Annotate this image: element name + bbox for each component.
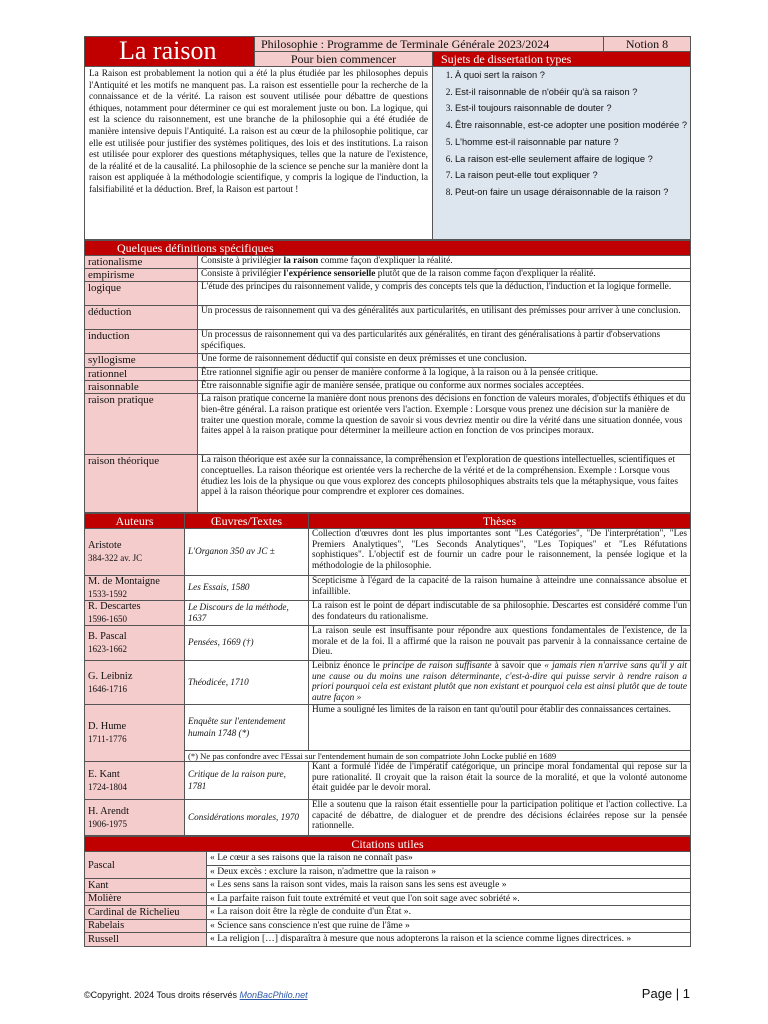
author-name: R. Descartes bbox=[88, 601, 141, 612]
thesis-text: La raison est le point de départ indiscutable de sa philosophie. Descartes est considéré comme l'un des fondateurs du rationalisme. bbox=[309, 601, 691, 626]
quote-row bbox=[85, 933, 691, 947]
definitions-heading: Quelques définitions spécifiques bbox=[85, 241, 691, 256]
subjects-list bbox=[433, 67, 691, 240]
definition-term: induction bbox=[85, 330, 198, 354]
works-col-header: Œuvres/Textes bbox=[185, 514, 309, 529]
subject-item: 4. Être raisonnable, est-ce adopter une position modérée ? bbox=[455, 117, 690, 134]
quote-author: Russell bbox=[85, 933, 207, 947]
work-title: Pensées, 1669 (†) bbox=[185, 626, 309, 661]
author-row bbox=[85, 601, 691, 626]
quote-author: Molière bbox=[85, 892, 207, 906]
subject-item: 7. La raison peut-elle tout expliquer ? bbox=[455, 167, 690, 184]
definition-text-part: plutôt que de la raison comme façon d'expliquer la réalité. bbox=[375, 269, 596, 279]
quote-row bbox=[85, 919, 691, 933]
work-title: Les Essais, 1580 bbox=[185, 576, 309, 601]
definition-text bbox=[198, 394, 691, 455]
footer bbox=[84, 986, 690, 1001]
author-dates: 1711-1776 bbox=[88, 734, 127, 744]
site-link[interactable]: MonBacPhilo.net bbox=[239, 990, 308, 1000]
subject-item: 2. Est-il raisonnable de n'obéir qu'à sa raison ? bbox=[455, 84, 690, 101]
quote-text: « La parfaite raison fuit toute extrémité et veut que l'on soit sage avec sobriété ». bbox=[207, 892, 691, 906]
author-dates: 1646-1716 bbox=[88, 683, 127, 694]
definition-row bbox=[85, 381, 691, 394]
quote-row bbox=[85, 906, 691, 920]
work-title: Théodicée, 1710 bbox=[185, 661, 309, 705]
quote-author: Cardinal de Richelieu bbox=[85, 906, 207, 920]
author-name: B. Pascal bbox=[88, 631, 127, 642]
thesis-text: La raison seule est insuffisante pour répondre aux questions fondamentales de l'existence, de la morale et de la foi. Il a affirmé que la raison ne pouvait pas parvenir à la connaissance certaine de Dieu. bbox=[309, 626, 691, 661]
definition-term: rationnel bbox=[85, 368, 198, 381]
author-name: D. Hume bbox=[88, 721, 127, 732]
page-title: La raison bbox=[85, 37, 255, 67]
quote-text: « Deux excès : exclure la raison, n'admettre que la raison » bbox=[207, 865, 691, 879]
quote-author: Pascal bbox=[85, 852, 207, 879]
definition-text-part: Être rationnel signifie agir ou penser de manière conforme à la logique, à la raison ou à la pensée critique. bbox=[201, 368, 598, 378]
definition-term: rationalisme bbox=[85, 256, 198, 269]
author-dates: 384-322 av. JC bbox=[88, 553, 143, 563]
quote-row bbox=[85, 892, 691, 906]
definition-text-part: Une forme de raisonnement déductif qui consiste en deux prémisses et une conclusion. bbox=[201, 354, 527, 364]
subject-item: 1. À quoi sert la raison ? bbox=[455, 67, 690, 84]
subject-item: 6. La raison est-elle seulement affaire de logique ? bbox=[455, 151, 690, 168]
author-row bbox=[85, 705, 691, 751]
author-cell bbox=[85, 529, 185, 576]
thesis-text: Elle a soutenu que la raison était essentielle pour la participation politique et l'action collective. La capacité de débattre, de dialoguer et de prendre des décisions éclairées repose sur la pensée rationnelle. bbox=[309, 800, 691, 836]
subject-item: 3. Est-il toujours raisonnable de douter ? bbox=[455, 100, 690, 117]
definition-row bbox=[85, 269, 691, 282]
work-title: L'Organon 350 av JC ± bbox=[185, 529, 309, 576]
quote-text: « Les sens sans la raison sont vides, mais la raison sans les sens est aveugle » bbox=[207, 879, 691, 893]
definition-row bbox=[85, 455, 691, 513]
definition-text bbox=[198, 381, 691, 394]
definition-emphasis: la raison bbox=[283, 256, 319, 266]
author-row bbox=[85, 762, 691, 800]
page-number: Page | 1 bbox=[641, 986, 690, 1001]
author-row bbox=[85, 576, 691, 601]
author-note: (*) Ne pas confondre avec l'Essai sur l'entendement humain de son compatriote John Locke publié en 1689 bbox=[185, 751, 691, 762]
definition-term: logique bbox=[85, 282, 198, 306]
author-dates: 1906-1975 bbox=[88, 818, 127, 829]
subject-item: 8. Peut-on faire un usage déraisonnable de la raison ? bbox=[455, 184, 690, 201]
quote-text: « Science sans conscience n'est que ruine de l'âme » bbox=[207, 919, 691, 933]
quote-text: « La religion […] disparaîtra à mesure que nous adopterons la raison et la science comme lignes directrices. » bbox=[207, 933, 691, 947]
work-title: Critique de la raison pure, 1781 bbox=[185, 762, 309, 800]
definition-term: déduction bbox=[85, 306, 198, 330]
definition-term: syllogisme bbox=[85, 354, 198, 368]
definition-text-part: La raison pratique concerne la manière dont nous prenons des décisions en fonction de valeurs morales, d'objectifs éthiques et du bien-être général. La raison pratique est orientée vers l'action. Exemple : Lorsque vous prenez une décision sur la manière de traiter une question morale, comme la question de savoir si vous devriez mentir ou dire la vérité dans une situation donnée, vous faites appel à la raison pratique pour déterminer la meilleure action en fonction de vos principes moraux. bbox=[201, 394, 686, 437]
definition-row bbox=[85, 354, 691, 368]
definitions-table bbox=[84, 240, 691, 513]
notion-badge: Notion 8 bbox=[604, 37, 691, 52]
thesis-quote: « jamais rien n'arrive sans qu'il y ait une cause ou du moins une raison déterminante, c'est-à-dire qui puisse servir à rendre raison a priori pourquoi cela est existant plutôt que non existant et pourquoi cela est ainsi plutôt que de toute autre façon » bbox=[312, 661, 687, 703]
author-row bbox=[85, 800, 691, 836]
definition-text-part: L'étude des principes du raisonnement valide, y compris des concepts tels que la déduction, l'induction et la logique formelle. bbox=[201, 282, 672, 292]
definition-text-part: Un processus de raisonnement qui va des généralités aux particularités, en utilisant des prémisses pour arriver à une conclusion. bbox=[201, 306, 681, 316]
definition-emphasis: l'expérience sensorielle bbox=[283, 269, 376, 279]
definition-text-part: Consiste à privilégier bbox=[201, 256, 284, 266]
theses-col-header: Thèses bbox=[309, 514, 691, 529]
definition-text bbox=[198, 330, 691, 354]
definition-text-part: Un processus de raisonnement qui va des particularités aux généralités, en tirant des généralisations à partir d'observations spécifiques. bbox=[201, 330, 661, 351]
definition-text-part: comme façon d'expliquer la réalité. bbox=[318, 256, 453, 266]
thesis-text: Scepticisme à l'égard de la capacité de la raison humaine à atteindre une connaissance absolue et infaillible. bbox=[309, 576, 691, 601]
authors-table bbox=[84, 513, 691, 836]
revision-sheet bbox=[84, 36, 690, 947]
author-name: M. de Montaigne bbox=[88, 576, 160, 587]
author-cell bbox=[85, 705, 185, 762]
definition-text bbox=[198, 256, 691, 269]
author-cell bbox=[85, 601, 185, 626]
author-cell bbox=[85, 661, 185, 705]
definition-row bbox=[85, 282, 691, 306]
thesis-text: Kant a formulé l'idée de l'impératif catégorique, un principe moral fondamental qui repose sur la pure rationalité. Il croyait que la raison était la source de la moralité, et que la volonté autonome était guidée par le devoir moral. bbox=[309, 762, 691, 800]
author-name: E. Kant bbox=[88, 768, 120, 780]
copyright-text: ©Copyright. 2024 Tous droits réservés bbox=[84, 990, 240, 1000]
definition-text-part: La raison théorique est axée sur la connaissance, la compréhension et l'exploration de questions intellectuelles, scientifiques et conceptuelles. La raison théorique est orientée vers la recherche de la vérité et de la compréhension. Exemple : Lorsque vous étudiez les lois de la physique ou que vous explorez des concepts philosophiques abstraits tels que la métaphysique, vous faites appel à la raison théorique pour comprendre et explorer ces domaines. bbox=[201, 455, 678, 498]
definition-text bbox=[198, 306, 691, 330]
subject-item: 5. L'homme est-il raisonnable par nature ? bbox=[455, 134, 690, 151]
definition-row bbox=[85, 256, 691, 269]
author-row bbox=[85, 529, 691, 576]
intro-text: La Raison est probablement la notion qui a été la plus étudiée par les philosophes depuis l'Antiquité et les motifs ne manquent pas. La raison est essentielle pour la recherche de la connaissance et de la vérité. La raison est souvent utilisée pour débattre de questions éthiques, notamment pour déterminer ce qui est moralement juste ou bon. La logique, qui est la science du raisonnement, est une branche de la philosophie qui a été étudiée de manière intensive depuis l'Antiquité. La raison est au cœur de la philosophie politique, car elle est utilisée pour justifier des systèmes politiques, des lois et des institutions. La raison est utilisée pour explorer des questions métaphysiques, telles que la nature de l'existence, de la réalité et de la causalité. La philosophie de la science se penche sur la manière dont la raison est appliquée à la méthodologie scientifique, y compris la logique de l'induction, la falsifiabilité et la déduction. Bref, la Raison est partout ! bbox=[85, 67, 433, 240]
definition-term: raisonnable bbox=[85, 381, 198, 394]
author-dates: 1596-1650 bbox=[88, 614, 127, 624]
quote-row bbox=[85, 879, 691, 893]
quote-text: « La raison doit être la règle de conduite d'un État ». bbox=[207, 906, 691, 920]
authors-col-header: Auteurs bbox=[85, 514, 185, 529]
subjects-heading: Sujets de dissertation types bbox=[433, 52, 691, 67]
definition-text bbox=[198, 354, 691, 368]
author-dates: 1623-1662 bbox=[88, 644, 127, 654]
header-table bbox=[84, 36, 691, 240]
quotes-table bbox=[84, 836, 691, 947]
author-dates: 1724-1804 bbox=[88, 781, 127, 792]
quote-row bbox=[85, 852, 691, 866]
intro-heading: Pour bien commencer bbox=[255, 52, 433, 67]
definition-text bbox=[198, 282, 691, 306]
quote-author: Rabelais bbox=[85, 919, 207, 933]
quote-author: Kant bbox=[85, 879, 207, 893]
thesis-part: à savoir que bbox=[491, 661, 545, 671]
definition-term: raison théorique bbox=[85, 455, 198, 513]
definition-term: raison pratique bbox=[85, 394, 198, 455]
definition-text-part: Être raisonnable signifie agir de manière sensée, pratique ou conforme aux normes sociales acceptées. bbox=[201, 381, 584, 391]
definition-text bbox=[198, 368, 691, 381]
definition-text-part: Consiste à privilégier bbox=[201, 269, 284, 279]
definition-row bbox=[85, 330, 691, 354]
definition-row bbox=[85, 368, 691, 381]
author-dates: 1533-1592 bbox=[88, 589, 127, 599]
author-row bbox=[85, 626, 691, 661]
definition-term: empirisme bbox=[85, 269, 198, 282]
author-cell bbox=[85, 626, 185, 661]
definition-row bbox=[85, 306, 691, 330]
thesis-text: Collection d'œuvres dont les plus importantes sont "Les Catégories", "De l'interprétation", "Les Premiers Analytiques", "Les Seconds Analytiques", "Les Topiques" et "Les Réfutations sophistiques". L'objectif est de fournir un cadre pour le raisonnement, la pensée logique et la méthodologie de la philosophie. bbox=[309, 529, 691, 576]
quotes-heading: Citations utiles bbox=[85, 837, 691, 852]
thesis-part: Leibniz énonce le bbox=[312, 661, 383, 671]
work-title: Considérations morales, 1970 bbox=[185, 800, 309, 836]
thesis-text: Hume a souligné les limites de la raison en tant qu'outil pour établir des connaissances certaines. bbox=[309, 705, 691, 751]
work-title: Enquête sur l'entendement humain 1748 (*) bbox=[185, 705, 309, 751]
author-cell bbox=[85, 576, 185, 601]
author-name: G. Leibniz bbox=[88, 670, 133, 682]
author-row bbox=[85, 661, 691, 705]
definition-text bbox=[198, 455, 691, 513]
thesis-text bbox=[309, 661, 691, 705]
course-title: Philosophie : Programme de Terminale Générale 2023/2024 bbox=[255, 37, 604, 52]
definition-row bbox=[85, 394, 691, 455]
author-name: Aristote bbox=[88, 540, 122, 551]
work-title: Le Discours de la méthode, 1637 bbox=[185, 601, 309, 626]
author-cell bbox=[85, 762, 185, 800]
author-cell bbox=[85, 800, 185, 836]
thesis-emphasis: principe de raison suffisante bbox=[382, 661, 492, 671]
quote-text: « Le cœur a ses raisons que la raison ne connaît pas» bbox=[207, 852, 691, 866]
definition-text bbox=[198, 269, 691, 282]
author-name: H. Arendt bbox=[88, 805, 129, 817]
